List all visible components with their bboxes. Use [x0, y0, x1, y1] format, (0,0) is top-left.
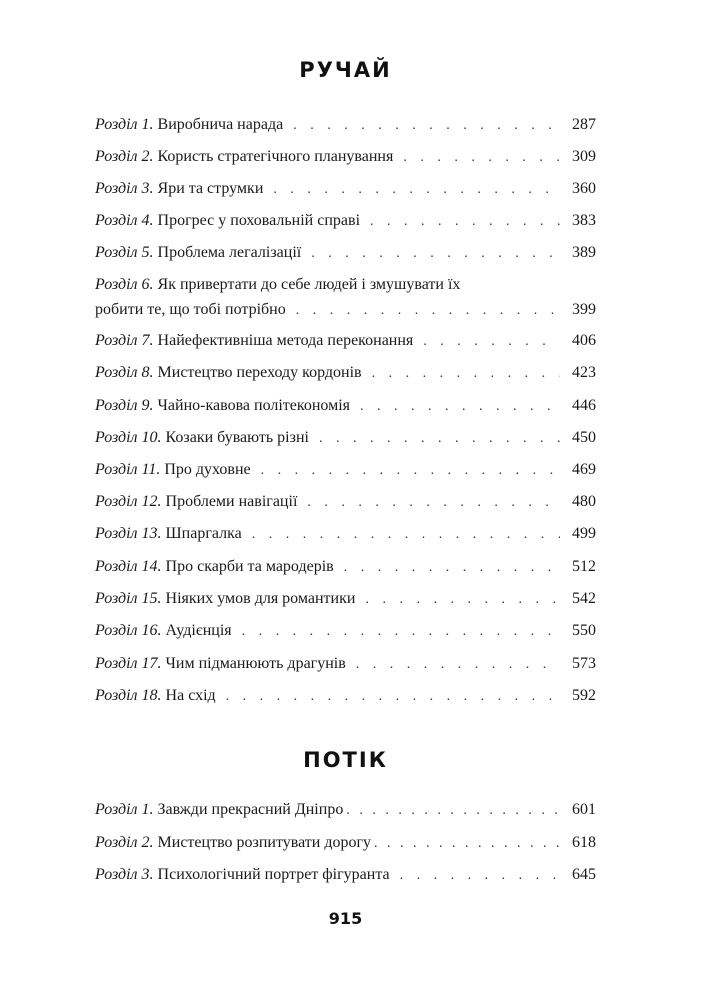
- chapter-number: Розділ 15.: [95, 590, 162, 607]
- dot-leader: [403, 147, 560, 169]
- page-ref: 287: [572, 116, 596, 133]
- toc-entry: [95, 362, 596, 385]
- dot-leader: [273, 179, 560, 201]
- page-ref: 360: [572, 180, 596, 197]
- chapter-title: Виробнича нарада: [157, 116, 284, 133]
- toc-entry: [95, 556, 596, 579]
- chapter-number: Розділ 12.: [95, 493, 162, 510]
- chapter-number: Розділ 2.: [95, 834, 154, 851]
- page-ref: 573: [572, 655, 596, 672]
- toc-entry: [95, 653, 596, 676]
- toc-entry: [95, 523, 596, 546]
- dot-leader: [242, 621, 560, 643]
- chapter-title: Ніяких умов для романтики: [165, 590, 356, 607]
- dot-leader: [261, 460, 560, 482]
- chapter-number: Розділ 16.: [95, 622, 162, 639]
- page-number: 915: [328, 909, 363, 928]
- chapter-title: Козаки бувають різні: [165, 429, 309, 446]
- page-ref: 450: [572, 429, 596, 446]
- page-ref: 389: [572, 244, 596, 261]
- chapter-title: На схід: [165, 687, 216, 704]
- chapter-title: Як привертати до себе людей і змушувати їх: [157, 276, 461, 293]
- toc-entry: [95, 588, 596, 611]
- toc-entry: [95, 799, 596, 822]
- chapter-title: Мистецтво переходу кордонів: [157, 364, 362, 381]
- toc-entry: [95, 210, 596, 233]
- page-ref: 399: [572, 301, 596, 318]
- chapter-title: Проблема легалізації: [157, 244, 302, 261]
- page-ref: 309: [572, 148, 596, 165]
- toc-entry: [95, 685, 596, 708]
- chapter-title: Чайно-кавова політекономія: [157, 397, 351, 414]
- dot-leader: [365, 589, 560, 611]
- chapter-number: Розділ 8.: [95, 364, 154, 381]
- dot-leader: [319, 428, 560, 450]
- page-ref: 550: [572, 622, 596, 639]
- toc-entry: [95, 864, 596, 887]
- dot-leader: [360, 396, 560, 418]
- page-ref: 512: [572, 558, 596, 575]
- dot-leader: [293, 115, 560, 137]
- table-of-contents-page: [95, 0, 596, 1000]
- chapter-number: Розділ 3.: [95, 866, 154, 883]
- dot-leader: [344, 557, 560, 579]
- chapter-title: Про духовне: [164, 461, 251, 478]
- chapter-title: Мистецтво розпитувати дорогу: [157, 834, 372, 851]
- chapter-number: Розділ 14.: [95, 558, 162, 575]
- chapter-number: Розділ 9.: [95, 397, 154, 414]
- chapter-number: Розділ 7.: [95, 332, 154, 349]
- chapter-number: Розділ 18.: [95, 687, 162, 704]
- chapter-number: Розділ 10.: [95, 429, 162, 446]
- page-ref: 480: [572, 493, 596, 510]
- toc-entry: [95, 330, 596, 353]
- chapter-number: Розділ 17.: [95, 655, 162, 672]
- page-ref: 499: [572, 525, 596, 542]
- chapter-title: Завжди прекрасний Дніпро: [157, 801, 344, 818]
- dot-leader: [400, 865, 560, 887]
- chapter-title: Чим підманюють драгунів: [165, 655, 346, 672]
- section-heading-ruchai: РУЧАЙ: [299, 58, 392, 82]
- chapter-title: Шпаргалка: [165, 525, 242, 542]
- chapter-title: Яри та струмки: [157, 180, 264, 197]
- toc-entry: [95, 620, 596, 643]
- chapter-number: Розділ 2.: [95, 148, 154, 165]
- page-ref: 469: [572, 461, 596, 478]
- chapter-number: Розділ 6.: [95, 276, 154, 293]
- dot-leader: [370, 211, 560, 233]
- page-ref: 542: [572, 590, 596, 607]
- chapter-number: Розділ 13.: [95, 525, 162, 542]
- chapter-number: Розділ 1.: [95, 801, 154, 818]
- chapter-number: Розділ 4.: [95, 212, 154, 229]
- chapter-title-continued: робити те, що тобі потрібно: [95, 301, 286, 318]
- dot-leader: [252, 524, 560, 546]
- page-ref: 423: [572, 364, 596, 381]
- toc-entry: [95, 178, 596, 201]
- chapter-title: Користь стратегічного планування: [157, 148, 394, 165]
- chapter-number: Розділ 3.: [95, 180, 154, 197]
- chapter-title: Про скарби та мародерів: [165, 558, 334, 575]
- dot-leader: [356, 654, 560, 676]
- dot-leader: [346, 800, 560, 822]
- toc-entry: [95, 832, 596, 855]
- page-ref: 601: [572, 801, 596, 818]
- chapter-number: Розділ 1.: [95, 116, 154, 133]
- dot-leader: [372, 363, 560, 385]
- dot-leader: [226, 686, 560, 708]
- toc-entry: [95, 114, 596, 137]
- page-ref: 645: [572, 866, 596, 883]
- chapter-title: Аудієнція: [165, 622, 232, 639]
- toc-entry: [95, 459, 596, 482]
- page-ref: 446: [572, 397, 596, 414]
- page-ref: 406: [572, 332, 596, 349]
- dot-leader: [296, 300, 560, 322]
- page-ref: 618: [572, 834, 596, 851]
- chapter-title: Найефективніша метода переконання: [157, 332, 414, 349]
- toc-entry: [95, 491, 596, 514]
- dot-leader: [374, 833, 560, 855]
- chapter-title: Психологічний портрет фігуранта: [157, 866, 390, 883]
- chapter-title: Прогрес у поховальній справі: [157, 212, 361, 229]
- dot-leader: [307, 492, 560, 514]
- toc-entry: [95, 395, 596, 418]
- chapter-title: Проблеми навігації: [165, 493, 298, 510]
- dot-leader: [423, 331, 560, 353]
- toc-entry: [95, 427, 596, 450]
- chapter-number: Розділ 5.: [95, 244, 154, 261]
- toc-entry: [95, 274, 596, 322]
- page-ref: 592: [572, 687, 596, 704]
- section-heading-potik: ПОТІК: [303, 748, 388, 772]
- page-ref: 383: [572, 212, 596, 229]
- chapter-number: Розділ 11.: [95, 461, 161, 478]
- toc-entry: [95, 242, 596, 265]
- toc-entry: [95, 146, 596, 169]
- dot-leader: [311, 243, 560, 265]
